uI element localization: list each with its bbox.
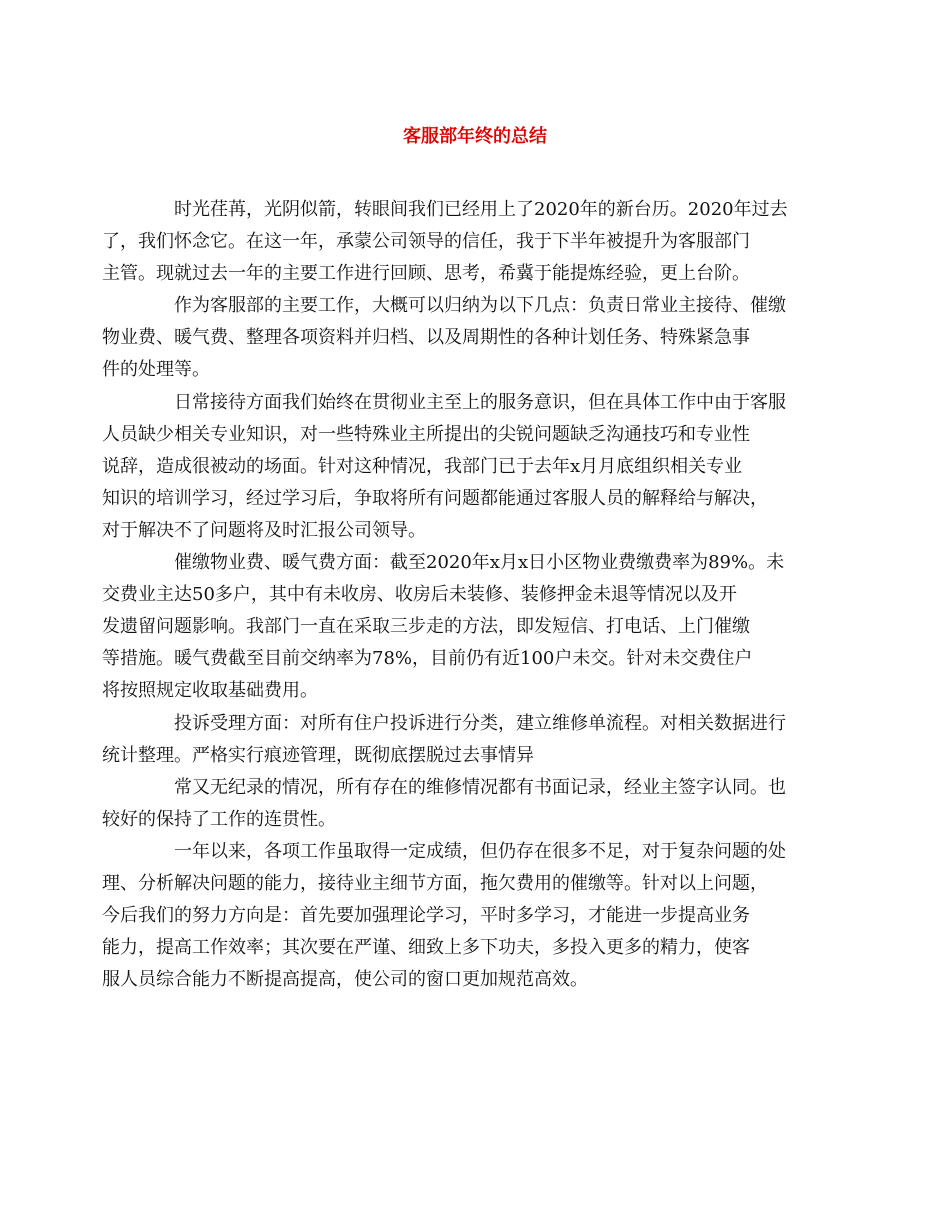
paragraph-line: 物业费、暖气费、整理各项资料并归档、以及周期性的各种计划任务、特殊紧急事: [102, 327, 750, 349]
paragraph-line: 交费业主达50多户，其中有未收房、收房后未装修、装修押金未退等情况以及开: [102, 584, 737, 606]
document-body: [102, 194, 814, 996]
document-title: 客服部年终的总结: [403, 126, 547, 147]
paragraph-line: 能力，提高工作效率；其次要在严谨、细致上多下功夫，多投入更多的精力，使客: [102, 937, 750, 959]
paragraph-7: [102, 836, 814, 996]
paragraph-line: 件的处理等。: [102, 359, 210, 381]
paragraph-line: 等措施。暖气费截至目前交纳率为78%，目前仍有近100户未交。针对未交费住户: [102, 648, 753, 670]
paragraph-6: [102, 772, 814, 836]
paragraph-line: 服人员综合能力不断提高提高，使公司的窗口更加规范高效。: [102, 969, 588, 991]
paragraph-line: 了，我们怀念它。在这一年，承蒙公司领导的信任，我于下半年被提升为客服部门: [102, 231, 750, 253]
paragraph-line: 理、分析解决问题的能力，接待业主细节方面，拖欠费用的催缴等。针对以上问题，: [102, 872, 768, 894]
paragraph-line: 投诉受理方面：对所有住户投诉进行分类，建立维修单流程。对相关数据进行: [174, 712, 786, 734]
paragraph-line: 知识的培训学习，经过学习后，争取将所有问题都能通过客服人员的解释给与解决，: [102, 487, 768, 509]
paragraph-line: 常又无纪录的情况，所有存在的维修情况都有书面记录，经业主签字认同。也: [174, 776, 786, 798]
paragraph-line: 日常接待方面我们始终在贯彻业主至上的服务意识，但在具体工作中由于客服: [174, 391, 786, 413]
paragraph-line: 一年以来，各项工作虽取得一定成绩，但仍存在很多不足，对于复杂问题的处: [174, 840, 786, 862]
paragraph-line: 今后我们的努力方向是：首先要加强理论学习，平时多学习，才能进一步提高业务: [102, 905, 750, 927]
paragraph-1: [102, 194, 814, 290]
paragraph-line: 较好的保持了工作的连贯性。: [102, 808, 336, 830]
paragraph-5: [102, 708, 814, 772]
paragraph-line: 说辞，造成很被动的场面。针对这种情况，我部门已于去年x月月底组织相关专业: [102, 455, 743, 477]
paragraph-line: 发遗留问题影响。我部门一直在采取三步走的方法，即发短信、打电话、上门催缴: [102, 616, 750, 638]
paragraph-line: 人员缺少相关专业知识，对一些特殊业主所提出的尖锐问题缺乏沟通技巧和专业性: [102, 423, 750, 445]
paragraph-line: 统计整理。严格实行痕迹管理，既彻底摆脱过去事情异: [102, 744, 534, 766]
paragraph-2: [102, 290, 814, 386]
paragraph-4: [102, 547, 814, 707]
paragraph-3: [102, 387, 814, 547]
paragraph-line: 对于解决不了问题将及时汇报公司领导。: [102, 519, 426, 541]
paragraph-line: 作为客服部的主要工作，大概可以归纳为以下几点：负责日常业主接待、催缴: [174, 295, 786, 317]
paragraph-line: 时光荏苒，光阴似箭，转眼间我们已经用上了2020年的新台历。2020年过去: [174, 199, 788, 220]
paragraph-line: 将按照规定收取基础费用。: [102, 680, 318, 702]
paragraph-line: 催缴物业费、暖气费方面：截至2020年x月x日小区物业费缴费率为89%。未: [174, 552, 785, 574]
paragraph-line: 主管。现就过去一年的主要工作进行回顾、思考，希冀于能提炼经验，更上台阶。: [102, 263, 750, 285]
